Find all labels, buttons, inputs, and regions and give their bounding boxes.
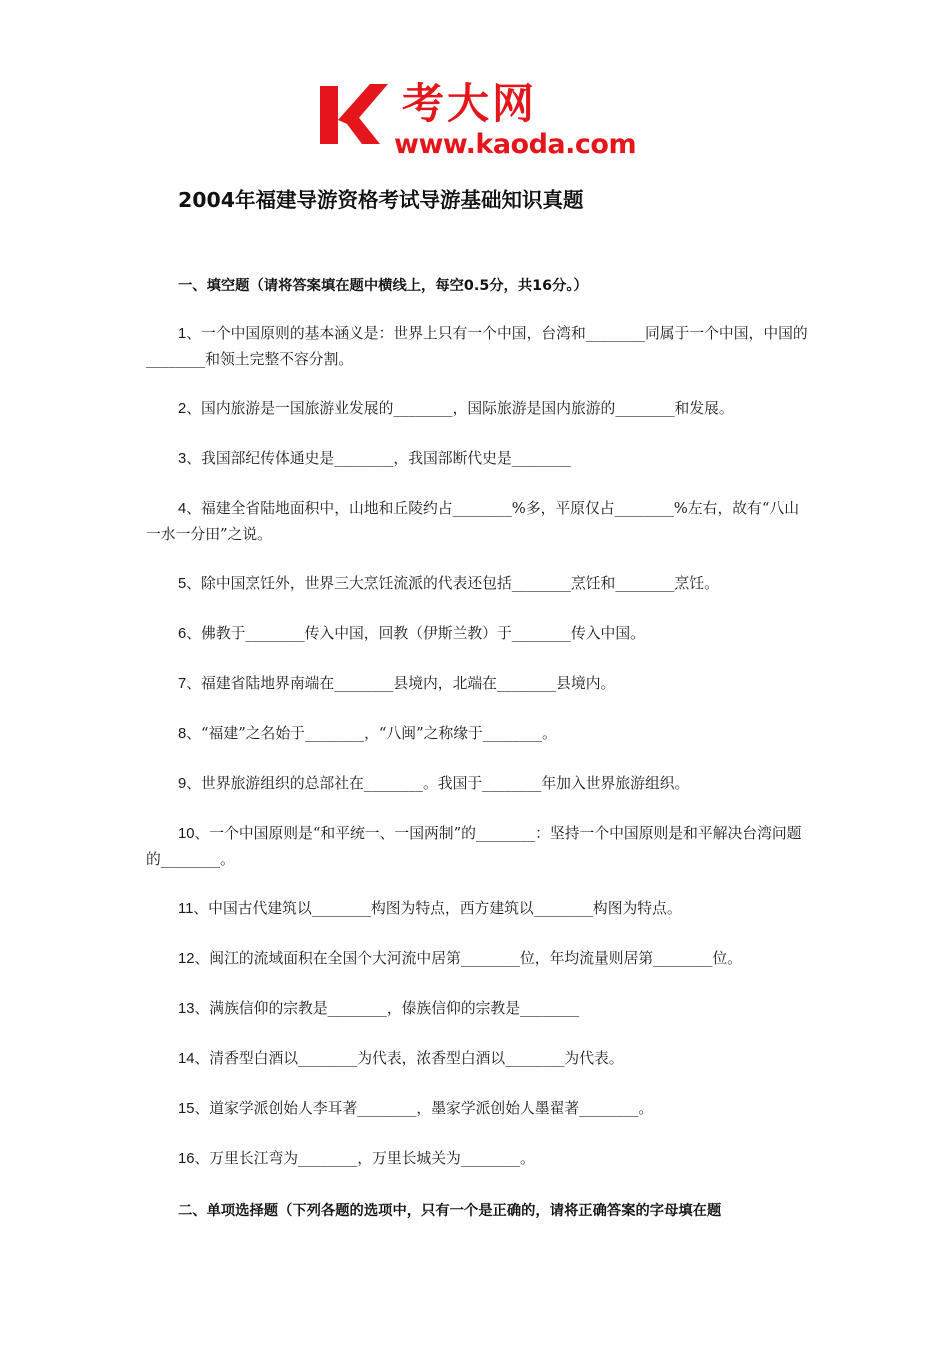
question-text: 满族信仰的宗教是________，傣族信仰的宗教是________	[209, 1000, 580, 1017]
question-item	[146, 771, 812, 797]
question-number: 6、	[178, 626, 202, 642]
question-number: 11、	[178, 901, 209, 917]
question-text: 我国部纪传体通史是________，我国部断代史是________	[201, 450, 571, 467]
question-number: 15、	[178, 1101, 210, 1117]
question-item	[146, 821, 812, 873]
question-number: 8、	[178, 726, 202, 742]
question-text: 世界旅游组织的总部社在________。我国于________年加入世界旅游组织。	[201, 775, 690, 792]
question-item	[146, 721, 812, 747]
question-number: 14、	[178, 1051, 210, 1067]
question-text: 国内旅游是一国旅游业发展的________，国际旅游是国内旅游的________和发展。	[201, 400, 734, 417]
question-number: 10、	[178, 826, 210, 842]
question-item	[146, 496, 812, 548]
question-number: 4、	[178, 501, 202, 517]
question-item	[146, 396, 812, 422]
question-text: 佛教于________传入中国，回教（伊斯兰教）于________传入中国。	[201, 625, 645, 642]
k-logo-icon	[318, 80, 390, 150]
question-item	[146, 321, 812, 373]
question-item	[146, 896, 812, 922]
page-title: 2004年福建导游资格考试导游基础知识真题	[178, 188, 584, 212]
question-item	[146, 1146, 812, 1172]
question-text: 一个中国原则是“和平统一、一国两制”的________：坚持一个中国原则是和平解决台湾问题的________。	[146, 825, 802, 868]
logo-url: www.kaoda.com	[394, 129, 637, 160]
question-number: 7、	[178, 676, 202, 692]
question-item	[146, 671, 812, 697]
question-number: 9、	[178, 776, 202, 792]
question-text: 万里长江弯为________，万里长城关为________。	[209, 1150, 535, 1167]
question-text: 一个中国原则的基本涵义是：世界上只有一个中国，台湾和________同属于一个中国，中国的________和领土完整不容分割。	[146, 325, 808, 368]
logo-chinese-text: 考大网	[402, 79, 538, 128]
section-heading-single-choice: 二、单项选择题（下列各题的选项中，只有一个是正确的，请将正确答案的字母填在题	[178, 1203, 722, 1219]
question-item	[146, 946, 812, 972]
question-text: 除中国烹饪外，世界三大烹饪流派的代表还包括________烹饪和________烹饪。	[201, 575, 719, 592]
question-number: 13、	[178, 1001, 210, 1017]
question-text: 中国古代建筑以________构图为特点，西方建筑以________构图为特点。	[208, 900, 682, 917]
kaoda-logo	[318, 80, 648, 160]
question-item	[146, 571, 812, 597]
question-item	[146, 446, 812, 472]
question-item	[146, 621, 812, 647]
question-number: 5、	[178, 576, 202, 592]
question-text: 闽江的流域面积在全国个大河流中居第________位，年均流量则居第________位。	[209, 950, 742, 967]
question-text: 清香型白酒以________为代表，浓香型白酒以________为代表。	[209, 1050, 624, 1067]
question-number: 1、	[178, 326, 202, 342]
question-item	[146, 996, 812, 1022]
question-text: 福建全省陆地面积中，山地和丘陵约占________%多，平原仅占________%左右，故有“八山一水一分田”之说。	[146, 500, 799, 543]
question-number: 2、	[178, 401, 202, 417]
question-item	[146, 1096, 812, 1122]
question-number: 16、	[178, 1151, 210, 1167]
question-text: 福建省陆地界南端在________县境内，北端在________县境内。	[201, 675, 616, 692]
section-heading-fill-blank: 一、填空题（请将答案填在题中横线上，每空0.5分，共16分。）	[178, 278, 588, 294]
question-text: 道家学派创始人李耳著________，墨家学派创始人墨翟著________。	[209, 1100, 654, 1117]
question-number: 12、	[178, 951, 210, 967]
question-number: 3、	[178, 451, 202, 467]
question-text: “福建”之名始于________，“八闽”之称缘于________。	[201, 725, 557, 742]
question-item	[146, 1046, 812, 1072]
